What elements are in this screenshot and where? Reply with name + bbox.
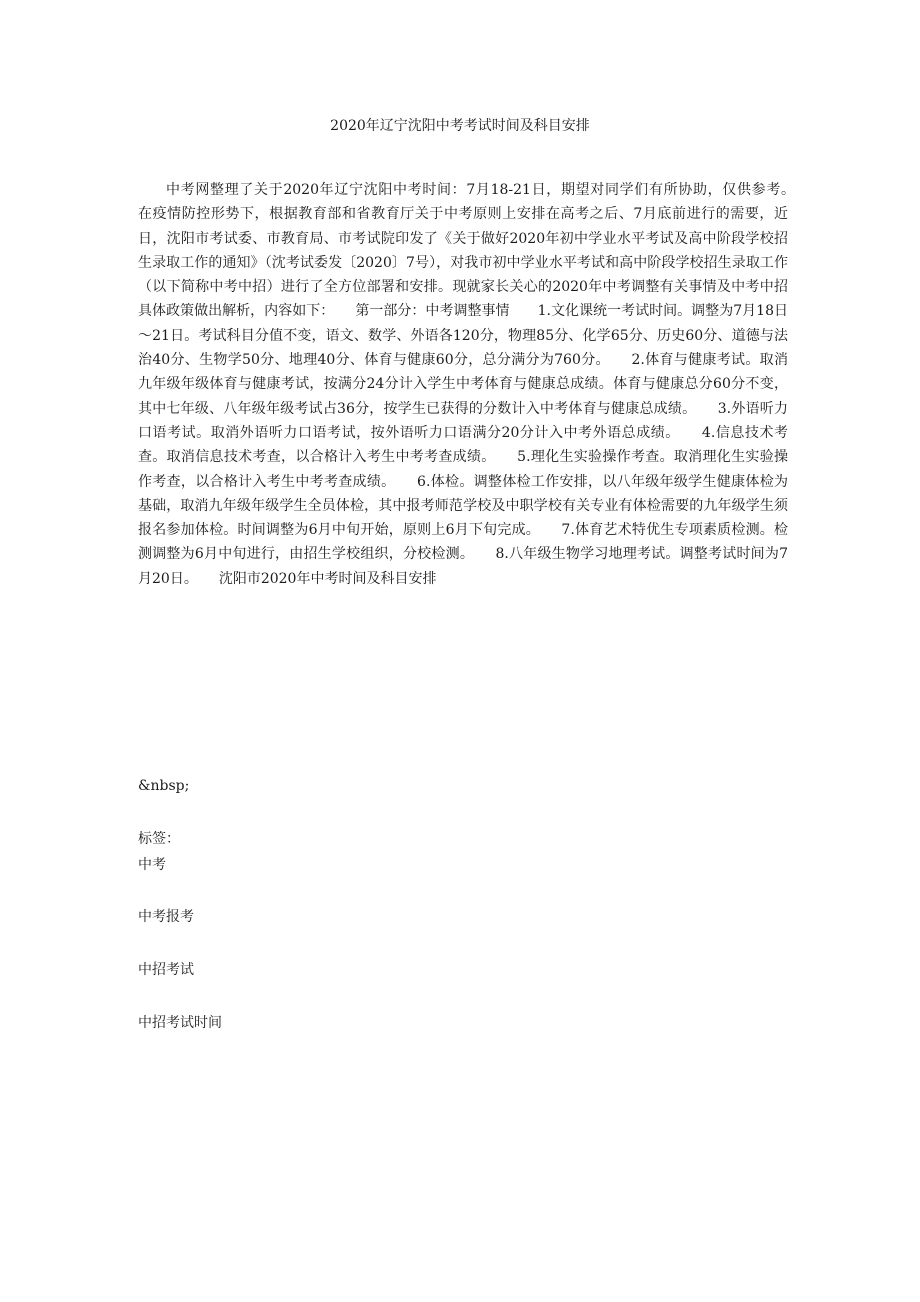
tag-link-zhongkao-baokao[interactable]: 中考报考	[138, 909, 194, 925]
tag-link-zhongzhao-kaoshi-shijian[interactable]: 中招考试时间	[138, 1015, 222, 1031]
tag-link-zhongkao[interactable]: 中考	[138, 857, 166, 873]
tags-label: 标签：	[138, 831, 180, 847]
article-body: 中考网整理了关于2020年辽宁沈阳中考时间：7月18-21日，期望对同学们有所协助，仅供参考。 在疫情防控形势下，根据教育部和省教育厅关于中考原则上安排在高考之后、7月底前进行的需要，近日，沈阳市考试委、市教育局、市考试院印发了《关于做好2020年初中学业水平考试及高中阶段学校招生录取工作的通知》（沈考试委发〔2020〕7号），对我市初中学业水平考试和高中阶段学校招生录取工作（以下简称中考中招）进行了全方位部署和安排。现就家长关心的2020年中考调整有关事情及中考中招具体政策做出解析，内容如下： 第一部分：中考调整事情 1.文化课统一考试时间。调整为7月18日～21日。考试科目分值不变，语文、数学、外语各120分，物理85分、化学65分、历史60分、道德与法治40分、生物学50分、地理40分、体育与健康60分，总分满分为760分。 2.体育与健康考试。取消九年级年级体育与健康考试，按满分24分计入学生中考体育与健康总成绩。体育与健康总分60分不变，其中七年级、八年级年级考试占36分，按学生已获得的分数计入中考体育与健康总成绩。 3.外语听力口语考试。取消外语听力口语考试，按外语听力口语满分20分计入中考外语总成绩。 4.信息技术考查。取消信息技术考查，以合格计入考生中考考查成绩。 5.理化生实验操作考查。取消理化生实验操作考查，以合格计入考生中考考查成绩。 6.体检。调整体检工作安排，以八年级年级学生健康体检为基础，取消九年级年级学生全员体检，其中报考师范学校及中职学校有关专业有体检需要的九年级学生须报名参加体检。时间调整为6月中旬开始，原则上6月下旬完成。 7.体育艺术特优生专项素质检测。检测调整为6月中旬进行，由招生学校组织，分校检测。 8.八年级生物学习地理考试。调整考试时间为7月20日。 沈阳市2020年中考时间及科目安排	[138, 182, 816, 587]
document-title: 2020年辽宁沈阳中考考试时间及科目安排	[330, 118, 590, 134]
nbsp-placeholder-text: &nbsp;	[138, 778, 190, 794]
tag-link-zhongzhao-kaoshi[interactable]: 中招考试	[138, 962, 194, 978]
